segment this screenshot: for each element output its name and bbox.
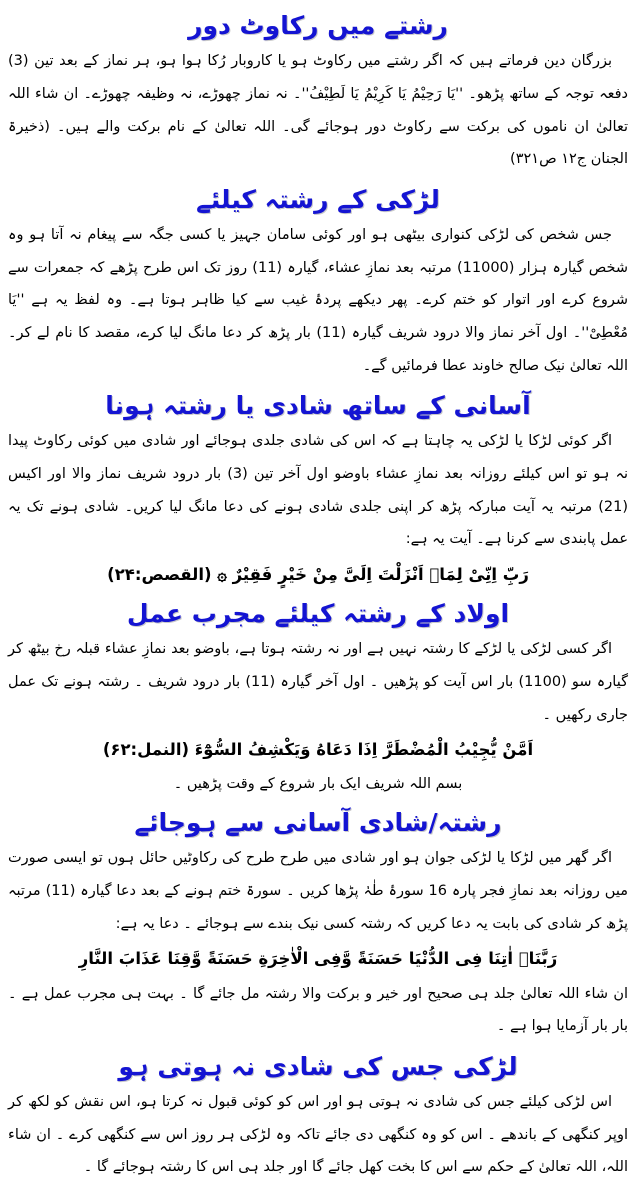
section-body: اگر کوئی لڑکا یا لڑکی یہ چاہتا ہے کہ اس کی شادی جلدی ہوجائے اور شادی میں کوئی رکاوٹ پیدا نہ ہو تو اس کیلئے روزانہ بعد نمازِ عشاء باوضو اول آخر تین (3) بار درود شریف نماز والا اور اکیس (21) مرتبہ یہ آیت مبارکہ پڑھ کر اپنی جلدی شادی ہونے کی دعا مانگ لیا کریں۔ شادی ہونے تک یہ عمل پابندی سے کرنا ہے۔ آیت یہ ہے: [8,433,629,548]
section-body: اس لڑکی کیلئے جس کی شادی نہ ہوتی ہو اور اس کو کوئی قبول نہ کرتا ہو، اس نقش کو لکھ کر اوپر کنگھی کے باندھے ۔ اس کو وہ کنگھی دی جائے تاکہ وہ لڑکی ہر روز اس سے کنگھی کرے ۔ ان شاء اللہ، اللہ تعالیٰ کے حکم سے اس کا بخت کھل جائے گا اور جلد ہی اس کا رشتہ ہوجائے گا ۔ [8,1094,628,1176]
section-larki-rishta [8,184,628,382]
section-rishtay-rukawat [8,10,628,176]
instruction-note: بسم اللہ شریف ایک بار شروع کے وقت پڑھیں ۔ [173,775,463,792]
quran-verse: رَبِّ اِنِّیْ لِمَاۤ اَنْزَلْتَ اِلَیَّ مِنْ خَیْرٍ فَقِیْرٌ ۞ (القصص:۲۴) [107,564,529,584]
section-aulad-rishta [8,598,628,799]
section-asani-shadi [8,390,628,590]
section-heading: لڑکی جس کی شادی نہ ہوتی ہو [118,1051,518,1081]
quran-verse: اَمَّنْ یُّجِیْبُ الْمُضْطَرَّ اِذَا دَعَاهُ وَیَکْشِفُ السُّوْٓءَ (النمل:۶۲) [102,740,534,760]
quran-verse: رَبَّنَاۤ اٰتِنَا فِی الدُّنْیَا حَسَنَةً وَّفِی الْاٰخِرَةِ حَسَنَةً وَّقِنَا عَذَابَ النَّارِ [78,949,558,969]
section-heading: رشتہ/شادی آسانی سے ہوجائے [134,808,502,838]
section-body: اگر کسی لڑکی یا لڑکے کا رشتہ نہیں ہے اور نہ رشتہ ہوتا ہے، باوضو بعد نمازِ عشاء قبلہ رخ بیٹھ کر گیارہ سو (1100) بار اس آیت کو پڑھیں ۔ اول آخر گیارہ (11) بار درود شریف ۔ رشتہ ہونے تک عمل جاری رکھیں ۔ [8,641,628,723]
section-larki-shadi-na-ho [8,1051,628,1184]
closing-note: ان شاء اللہ تعالیٰ جلد ہی صحیح اور خیر و برکت والا رشتہ مل جائے گا ۔ بہت ہی مجرب عمل ہے ۔ بار بار آزمایا ہوا ہے ۔ [8,985,628,1035]
section-body: بزرگان دین فرماتے ہیں کہ اگر رشتے میں رکاوٹ ہو یا کاروبار رُکا ہوا ہو، ہر نماز کے بعد تین (3) دفعہ توجہ کے ساتھ پڑھو۔ ''یَا رَحِیْمُ یَا کَرِیْمُ یَا لَطِیْفُ''۔ نہ نماز چھوڑے، نہ وظیفہ چھوڑے۔ ان شاء اللہ تعالیٰ ان ناموں کی برکت سے رکاوٹ دور ہوجائے گی۔ اللہ تعالیٰ کے نام برکت والے ہیں۔ (ذخیرۃ الجنان ج۱۲ ص۳۲۱) [8,53,628,168]
section-heading: آسانی کے ساتھ شادی یا رشتہ ہونا [105,391,531,421]
section-heading: اولاد کے رشتہ کیلئے مجرب عمل [126,599,510,629]
section-body: اگر گھر میں لڑکا یا لڑکی جوان ہو اور شادی میں طرح طرح کی رکاوٹیں حائل ہوں تو ایسی صورت میں روزانہ بعد نمازِ فجر پارہ 16 سورۂ طٰہٰ پڑھا کریں ۔ سورۃ ختم ہونے کے بعد دعا گیارہ (11) مرتبہ پڑھ کر شادی کی بابت یہ دعا کریں کہ رشتہ کسی نیک بندے سے ہوجائے ۔ دعا یہ ہے: [8,850,628,932]
section-rishta-shadi-asani [8,807,628,1043]
section-heading: لڑکی کے رشتہ کیلئے [196,184,440,214]
section-body: جس شخص کی لڑکی کنواری بیٹھی ہو اور کوئی سامان جہیز یا کسی جگہ سے پیغام نہ آتا ہو وہ شخص گیارہ ہزار (11000) مرتبہ بعد نمازِ عشاء، گیارہ (11) روز تک اس طرح پڑھے کہ جمعرات سے شروع کرے اور اتوار کو ختم کرے۔ پھر دیکھے پردۂ غیب سے کیا ظاہر ہوتا ہے۔ وہ لفظ یہ ہے ''یَا مُعْطِیْ''۔ اول آخر نماز والا درود شریف گیارہ (11) بار پڑھ کر دعا مانگ لیا کرے، مقصد کا نام لے کر۔ اللہ تعالیٰ نیک صالح خاوند عطا فرمائیں گے۔ [8,227,629,374]
section-heading: رشتے میں رکاوٹ دور [188,11,448,40]
